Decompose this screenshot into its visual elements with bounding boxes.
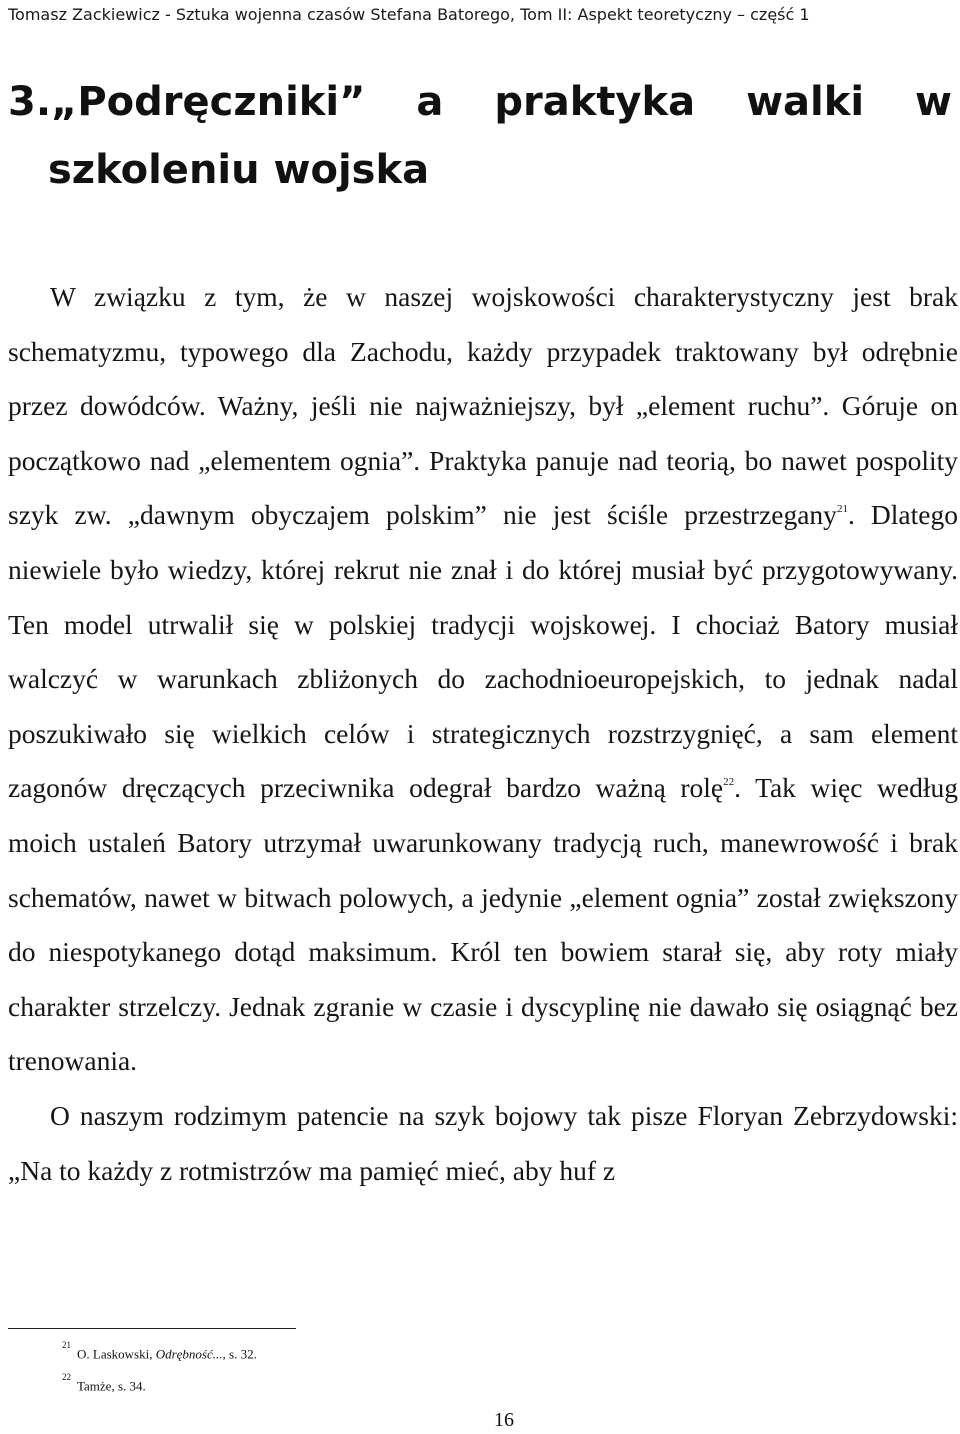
- section-title-line-2: szkoleniu wojska: [48, 147, 430, 193]
- paragraph-2: O naszym rodzimym patencie na szyk bojowy tak pisze Floryan Zebrzydowski: „Na to każdy z rotmistrzów ma pamięć mieć, aby huf z: [8, 1099, 958, 1186]
- section-title-line-1: [8, 68, 952, 136]
- paragraph-text: W związku z tym, że w naszej wojskowości charakterystyczny jest brak schematyzmu, typowego dla Zachodu, każdy przypadek traktowany był odrębnie przez dowódców. Ważny, jeśli nie najważniejszy, był „element ruchu”. Góruje on początkowo nad „elementem ognia”. Praktyka panuje nad teorią, bo nawet pospolity szyk zw. „dawnym obyczajem polskim” nie jest ściśle przestrzegany: [8, 281, 958, 531]
- title-word: a: [416, 79, 444, 125]
- footnote-item: [62, 1336, 662, 1368]
- paragraph-1: [8, 270, 958, 1089]
- footnote-ref[interactable]: 22: [723, 776, 735, 789]
- footnotes: [62, 1336, 662, 1401]
- title-word: walki: [746, 79, 865, 125]
- paragraph-text: . Dlatego niewiele było wiedzy, której rekrut nie znał i do której musiał być przygotowywany. Ten model utrwalił się w polskiej tradycji wojskowej. I chociaż Batory musiał walczyć w warunkach zbliżonych do zachodnioeuropejskich, to jednak nadal poszukiwało się wielkich celów i strategicznych rozstrzygnięć, a sam element zagonów dręczących przeciwnika odegrał bardzo ważną rolę: [8, 499, 958, 804]
- footnote-text: O. Laskowski,: [77, 1346, 156, 1362]
- title-word: praktyka: [494, 79, 696, 125]
- footnote-number: 21: [62, 1340, 71, 1350]
- footnote-text: , s. 32.: [222, 1346, 257, 1362]
- title-word: w: [915, 79, 952, 125]
- paragraph-text: . Tak więc według moich ustaleń Batory utrzymał uwarunkowany tradycją ruch, manewrowość i brak schematów, nawet w bitwach polowych, a jedynie „element ognia” został zwiększony do niespotykanego dotąd maksimum. Król ten bowiem starał się, aby roty miały charakter strzelczy. Jednak zgranie w czasie i dyscyplinę nie dawało się osiągnąć bez trenowania.: [8, 772, 958, 1077]
- page-number: 16: [494, 1409, 514, 1431]
- footnote-ref[interactable]: 21: [836, 503, 848, 516]
- footnote-text: Tamże, s. 34.: [77, 1378, 146, 1394]
- footnote-separator: [8, 1328, 296, 1329]
- running-header: Tomasz Zackiewicz - Sztuka wojenna czasów Stefana Batorego, Tom II: Aspekt teoretyczny – część 1: [8, 5, 810, 24]
- footnote-italic-text: Odrębność...: [155, 1346, 223, 1362]
- footnote-item: [62, 1368, 662, 1400]
- footnote-number: 22: [62, 1372, 71, 1383]
- body-text: [8, 270, 958, 1198]
- title-word: 3.„Podręczniki”: [8, 79, 366, 125]
- section-title: [8, 68, 952, 204]
